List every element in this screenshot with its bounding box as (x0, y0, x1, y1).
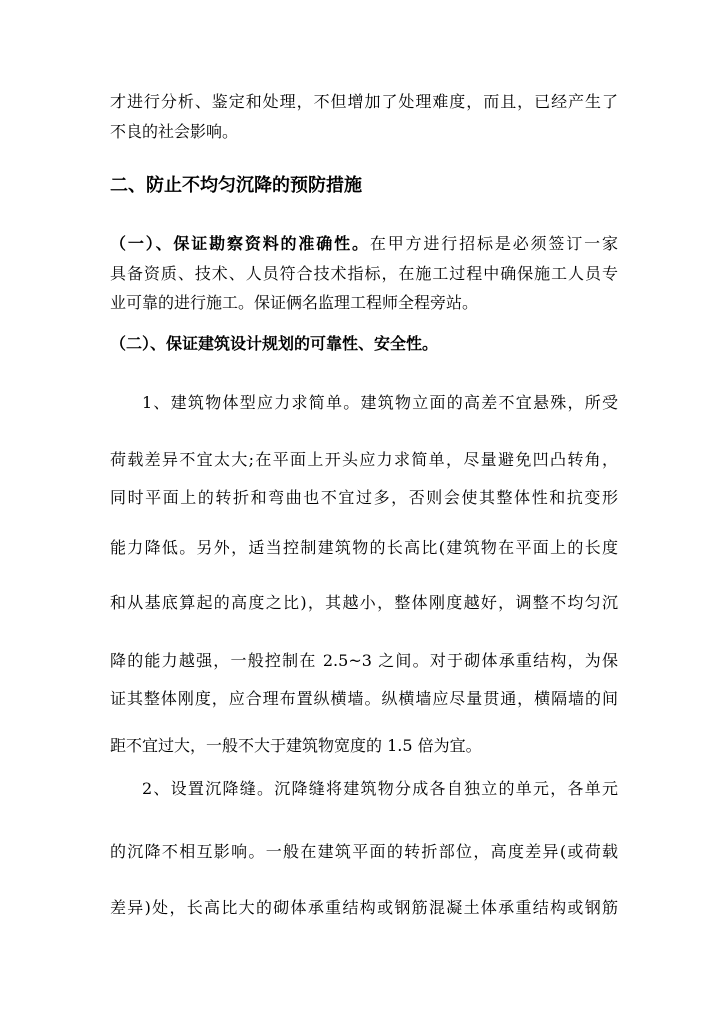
subsection-1-line: 业可靠的进行施工。保证俩名监理工程师全程旁站。 (110, 293, 479, 312)
subsection-1-text: 在甲方进行招标是必须签订一家 (369, 234, 618, 253)
item-1-line: 距不宜过大，一般不大于建筑物宽度的 1.5 倍为宜。 (110, 736, 482, 755)
item-2-line: 差异)处，长高比大的砌体承重结构或钢筋混凝土体承重结构或钢筋 (110, 898, 618, 917)
item-1-line: 能力降低。另外，适当控制建筑物的长高比(建筑物在平面上的长度 (110, 538, 618, 557)
item-1-line: 同时平面上的转折和弯曲也不宜过多，否则会使其整体性和抗变形 (110, 488, 618, 507)
section-heading: 二、防止不均匀沉降的预防措施 (110, 175, 362, 196)
item-2-line: 的沉降不相互影响。一般在建筑平面的转折部位，高度差异(或荷载 (110, 842, 618, 861)
item-1-line: 和从基底算起的高度之比)，其越小，整体刚度越好，调整不均匀沉 (110, 593, 618, 612)
intro-line: 不良的社会影响。 (110, 122, 239, 141)
subsection-2-label: （二）、保证建筑设计规划的可靠性、安全性。 (110, 334, 439, 353)
subsection-1-line: 具备资质、技术、人员符合技术指标，在施工过程中确保施工人员专 (110, 264, 618, 283)
item-1-line: 降的能力越强，一般控制在 2.5~3 之间。对于砌体承重结构，为保 (110, 651, 618, 670)
subsection-1-label: （一）、保证勘察资料的准确性。 (110, 234, 370, 253)
item-2-line: 2、设置沉降缝。沉降缝将建筑物分成各自独立的单元，各单元 (142, 779, 618, 798)
item-1-line: 1、建筑物体型应力求简单。建筑物立面的高差不宜悬殊，所受 (142, 393, 618, 412)
item-1-line: 荷载差异不宜太大;在平面上开头应力求简单，尽量避免凹凸转角， (110, 450, 618, 469)
subsection-1-first-line (110, 233, 618, 255)
item-1-line: 证其整体刚度，应合理布置纵横墙。纵横墙应尽量贯通，横隔墙的间 (110, 689, 618, 708)
intro-line: 才进行分析、鉴定和处理，不但增加了处理难度，而且，已经产生了 (110, 92, 618, 111)
